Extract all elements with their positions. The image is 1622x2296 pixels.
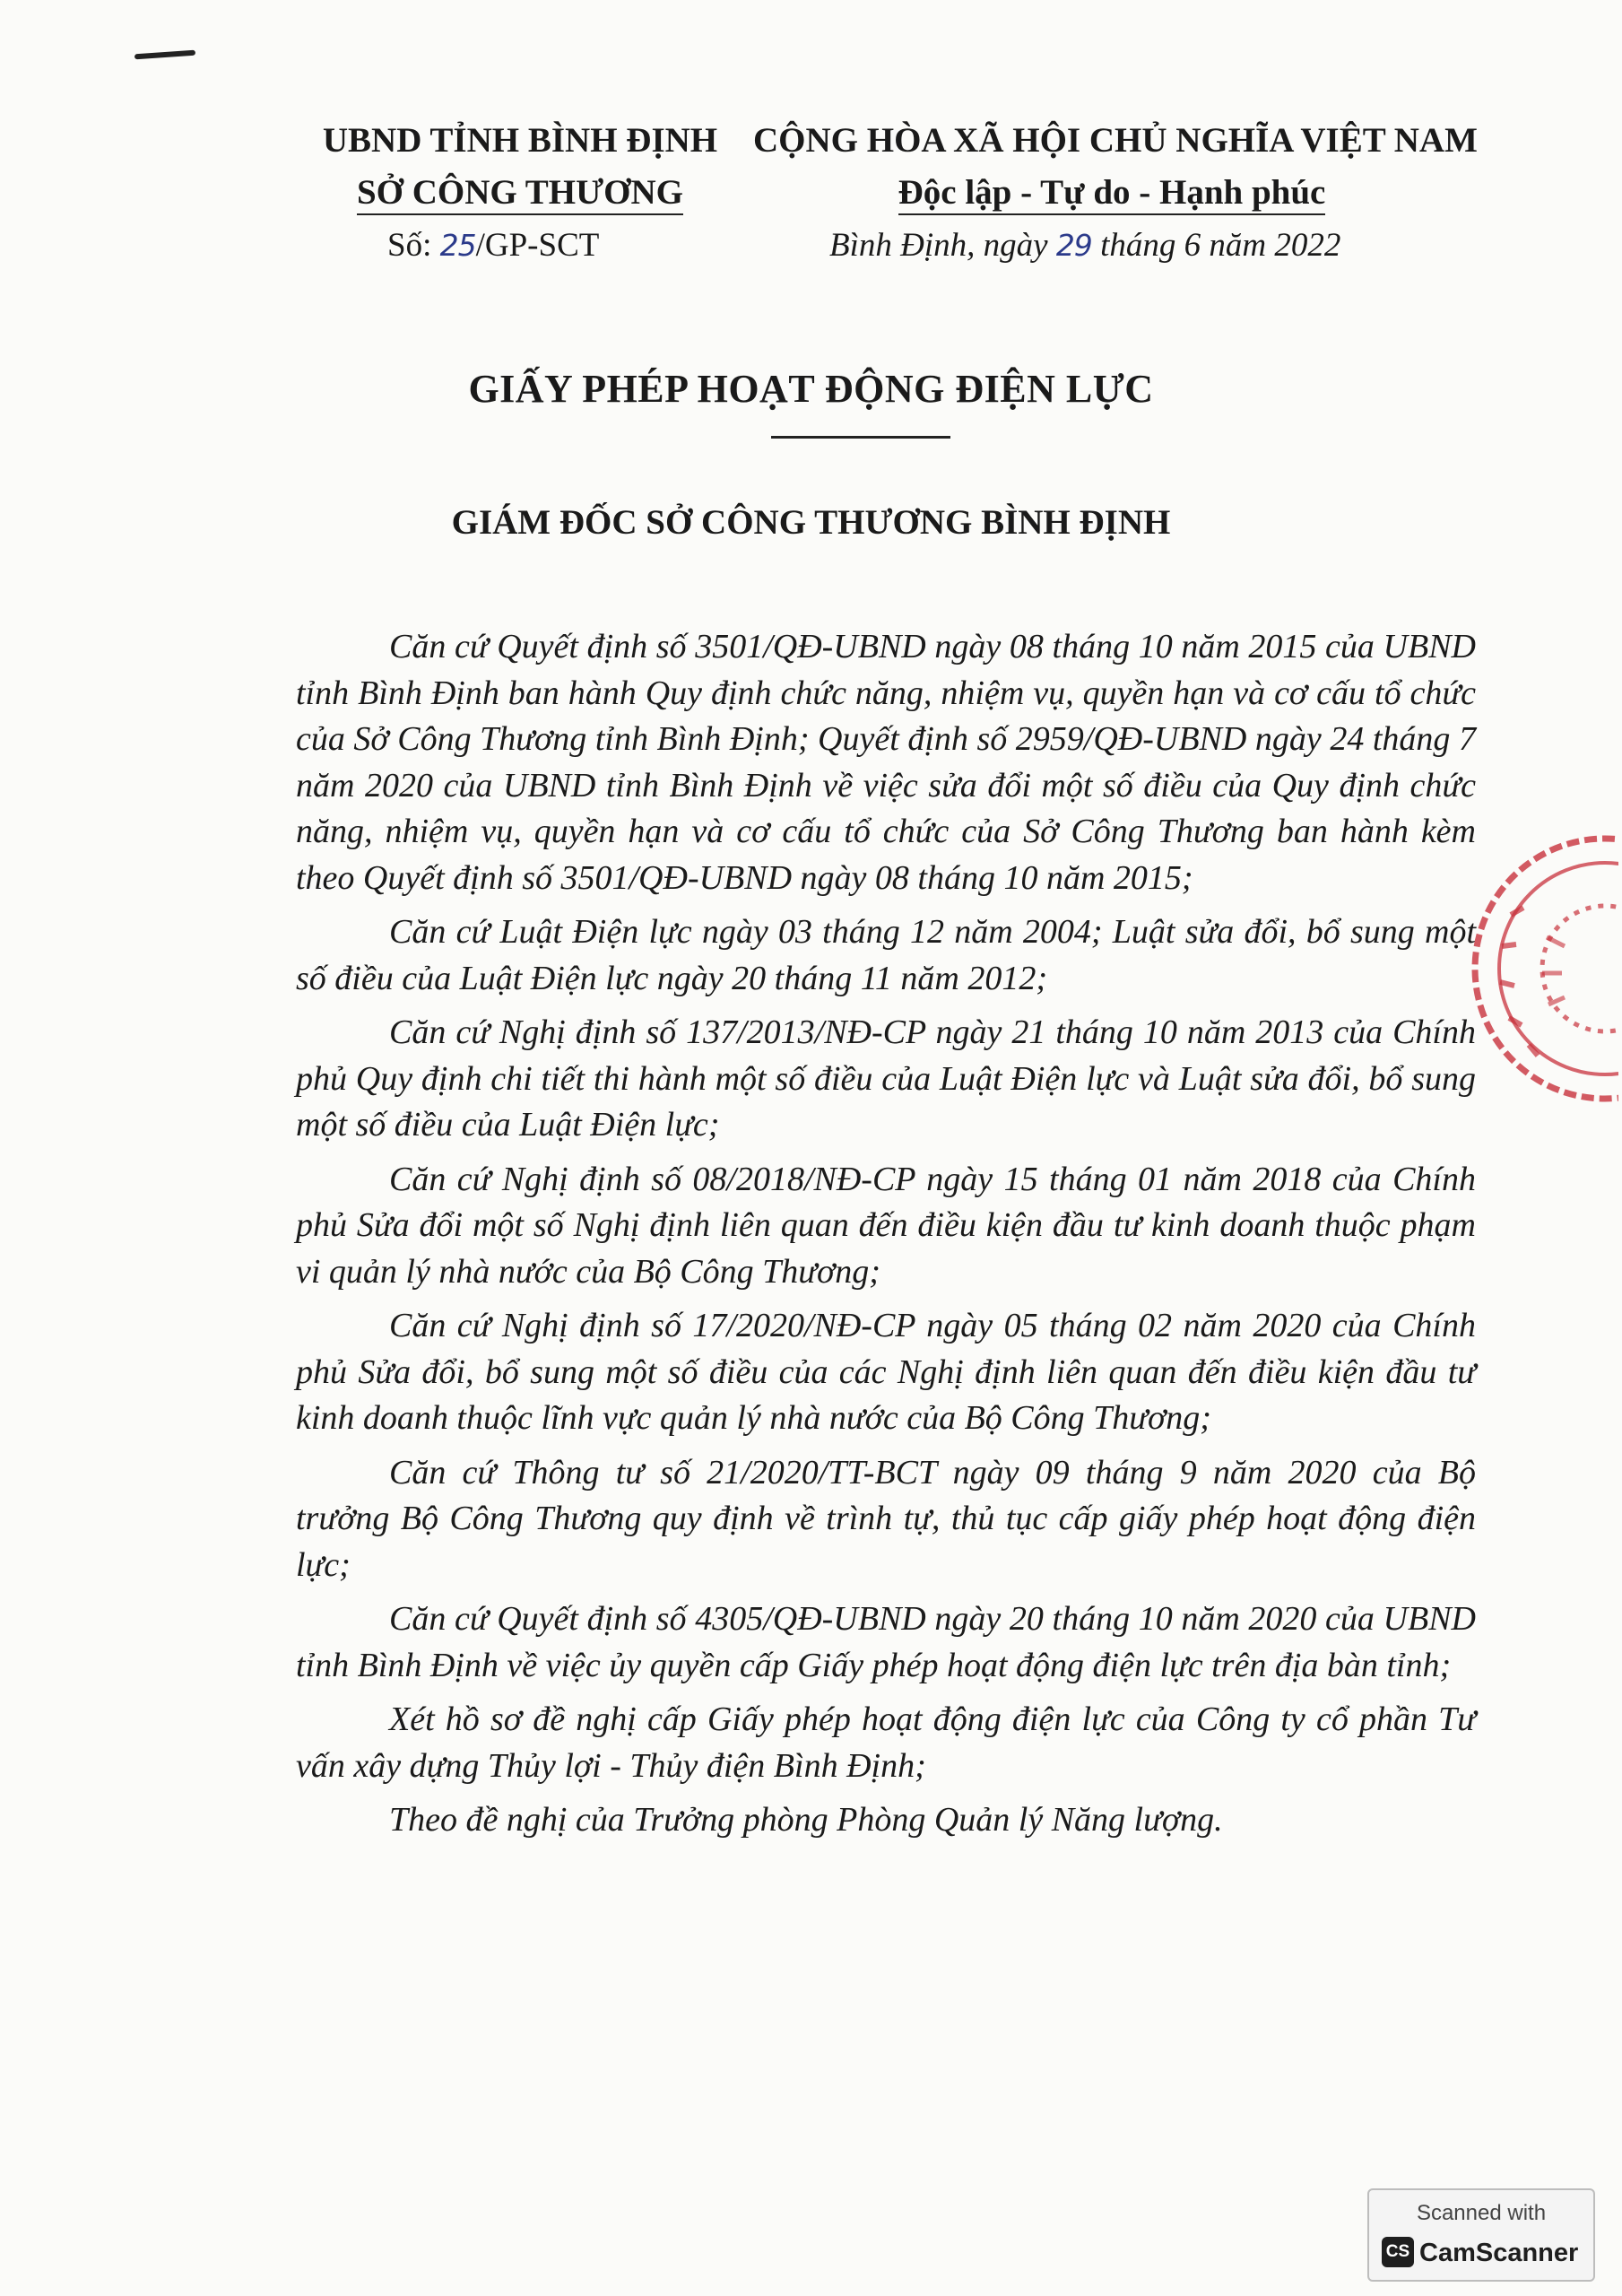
issue-date <box>829 226 1340 265</box>
issuing-authority: GIÁM ĐỐC SỞ CÔNG THƯƠNG BÌNH ĐỊNH <box>451 503 1171 542</box>
national-heading <box>753 115 1478 219</box>
date-handwritten: 29 <box>1055 228 1092 263</box>
basis-paragraph: Xét hồ sơ đề nghị cấp Giấy phép hoạt động điện lực của Công ty cổ phần Tư vấn xây dựng Thủy lợi - Thủy điện Bình Định; <box>296 1700 1476 1785</box>
national-motto: Độc lập - Tự do - Hạnh phúc <box>898 173 1326 215</box>
title-underline <box>771 436 950 439</box>
document-number <box>387 226 599 265</box>
issuer-province: UBND TỈNH BÌNH ĐỊNH <box>322 121 718 160</box>
date-suffix: tháng 6 năm 2022 <box>1100 227 1341 264</box>
basis-paragraph: Căn cứ Thông tư số 21/2020/TT-BCT ngày 09 tháng 9 năm 2020 của Bộ trưởng Bộ Công Thương quy định về trình tự, thủ tục cấp giấy phép hoạt động điện lực; <box>296 1453 1476 1584</box>
document-title: GIẤY PHÉP HOẠT ĐỘNG ĐIỆN LỰC <box>468 367 1154 411</box>
basis-paragraph: Căn cứ Luật Điện lực ngày 03 tháng 12 năm 2004; Luật sửa đổi, bổ sung một số điều của Luật Điện lực ngày 20 tháng 11 năm 2012; <box>296 913 1476 997</box>
basis-paragraph: Căn cứ Nghị định số 137/2013/NĐ-CP ngày 21 tháng 10 năm 2013 của Chính phủ Quy định chi tiết thi hành một số điều của Luật Điện lực và Luật sửa đổi, bổ sung một số điều của Luật Điện lực; <box>296 1013 1476 1144</box>
basis-paragraph: Căn cứ Nghị định số 08/2018/NĐ-CP ngày 15 tháng 01 năm 2018 của Chính phủ Sửa đổi một số Nghị định liên quan đến điều kiện đầu tư kinh doanh thuộc phạm vi quản lý nhà nước của Bộ Công Thương; <box>296 1160 1476 1291</box>
basis-paragraph: Theo đề nghị của Trưởng phòng Phòng Quản lý Năng lượng. <box>389 1801 1223 1839</box>
legal-bases <box>296 624 1476 1852</box>
number-handwritten: 25 <box>439 228 476 263</box>
camscanner-watermark <box>1367 2188 1595 2282</box>
basis-paragraph: Căn cứ Quyết định số 4305/QĐ-UBND ngày 20 tháng 10 năm 2020 của UBND tỉnh Bình Định về việc ủy quyền cấp Giấy phép hoạt động điện lực trên địa bàn tỉnh; <box>296 1600 1476 1684</box>
scan-corner-mark <box>134 50 195 60</box>
camscanner-logo-icon: CS <box>1382 2237 1414 2267</box>
number-prefix: Số: <box>387 227 432 264</box>
basis-paragraph: Căn cứ Quyết định số 3501/QĐ-UBND ngày 08 tháng 10 năm 2015 của UBND tỉnh Bình Định ban hành Quy định chức năng, nhiệm vụ, quyền hạn và cơ cấu tổ chức của Sở Công Thương tỉnh Bình Định; Quyết định số 2959/QĐ-UBND ngày 24 tháng 7 năm 2020 của UBND tỉnh Bình Định về việc sửa đổi một số điều của Quy định chức năng, nhiệm vụ, quyền hạn và cơ cấu tổ chức của Sở Công Thương ban hành kèm theo Quyết định số 3501/QĐ-UBND ngày 08 tháng 10 năm 2015; <box>296 628 1476 897</box>
red-seal-fragment <box>1448 830 1618 1108</box>
seal-icon <box>1448 830 1618 1108</box>
number-suffix: /GP-SCT <box>475 227 600 264</box>
country-name: CỘNG HÒA XÃ HỘI CHỦ NGHĨA VIỆT NAM <box>753 121 1478 160</box>
issuer-department: SỞ CÔNG THƯƠNG <box>357 173 683 215</box>
watermark-caption: Scanned with <box>1416 2201 1547 2225</box>
basis-paragraph: Căn cứ Nghị định số 17/2020/NĐ-CP ngày 05 tháng 02 năm 2020 của Chính phủ Sửa đổi, bổ sung một số điều của các Nghị định liên quan đến điều kiện đầu tư kinh doanh thuộc lĩnh vực quản lý nhà nước của Bộ Công Thương; <box>296 1307 1476 1437</box>
watermark-brand: CamScanner <box>1419 2239 1579 2267</box>
issuer-block <box>296 115 744 219</box>
date-prefix: Bình Định, ngày <box>829 227 1048 264</box>
